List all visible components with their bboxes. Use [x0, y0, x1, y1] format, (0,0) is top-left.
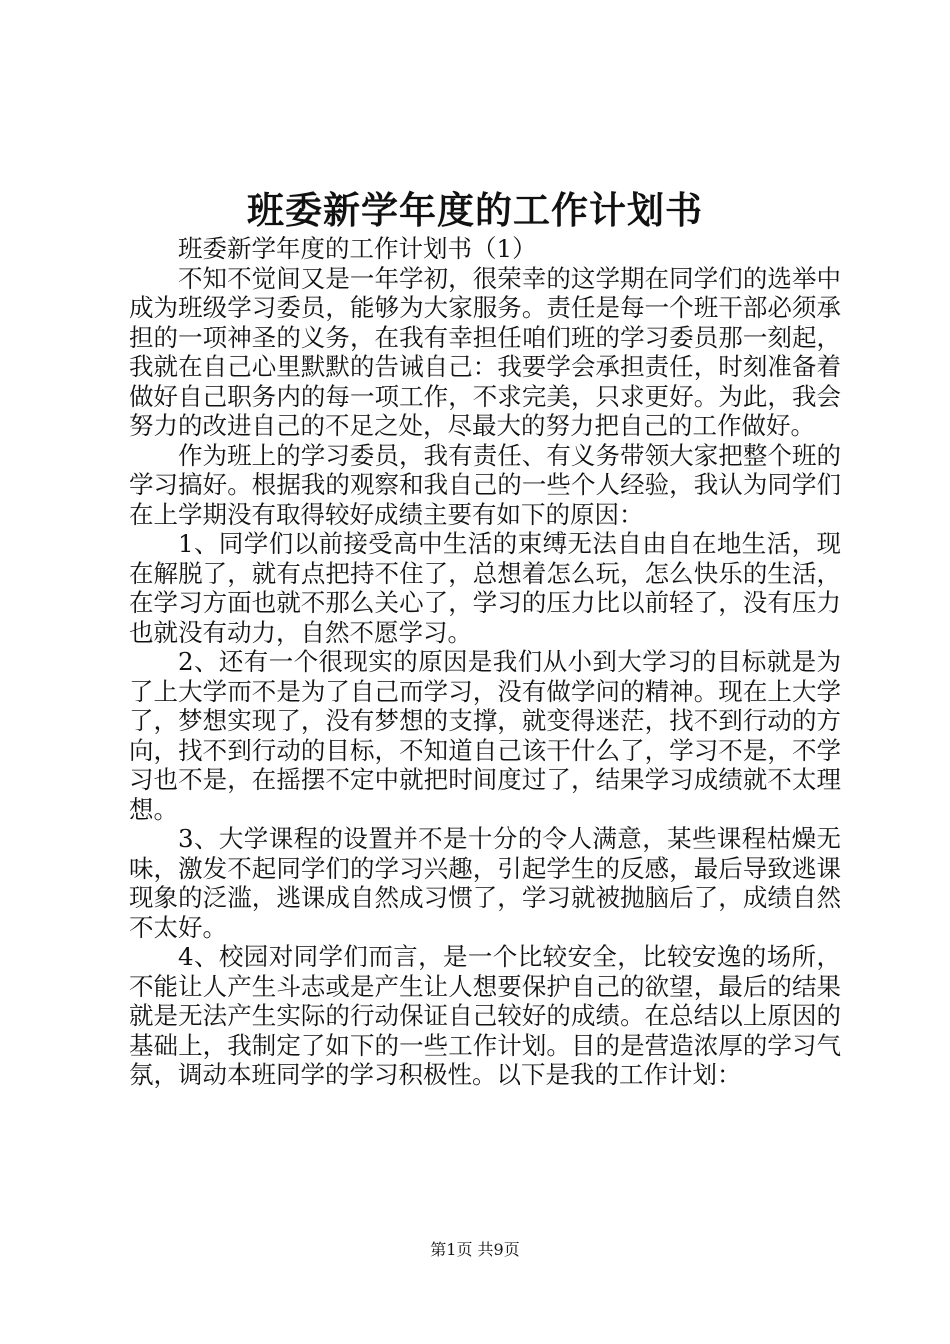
reason-1-paragraph: 1、同学们以前接受高中生活的束缚无法自由自在地生活，现在解脱了，就有点把持不住了，总想着怎么玩，怎么快乐的生活，在学习方面也就不那么关心了，学习的压力比以前轻了，没有压力也就没有动力，自然不愿学习。: [129, 529, 841, 647]
reason-2-paragraph: 2、还有一个很现实的原因是我们从小到大学习的目标就是为了上大学而不是为了自己而学习，没有做学问的精神。现在上大学了，梦想实现了，没有梦想的支撑，就变得迷茫，找不到行动的方向，找不到行动的目标，不知道自己该干什么了，学习不是，不学习也不是，在摇摆不定中就把时间度过了，结果学习成绩就不太理想。: [129, 647, 841, 824]
reason-4-paragraph: 4、校园对同学们而言，是一个比较安全，比较安逸的场所，不能让人产生斗志或是产生让人想要保护自己的欲望，最后的结果就是无法产生实际的行动保证自己较好的成绩。在总结以上原因的基础上，我制定了如下的一些工作计划。目的是营造浓厚的学习气氛，调动本班同学的学习积极性。以下是我的工作计划：: [129, 942, 841, 1089]
page-footer: 第1页 共9页: [430, 1240, 520, 1259]
intro-paragraph: 不知不觉间又是一年学初，很荣幸的这学期在同学们的选举中成为班级学习委员，能够为大家服务。责任是每一个班干部必须承担的一项神圣的义务，在我有幸担任咱们班的学习委员那一刻起，我就在自己心里默默的告诫自己：我要学会承担责任，时刻准备着做好自己职务内的每一项工作，不求完美，只求更好。为此，我会努力的改进自己的不足之处，尽最大的努力把自己的工作做好。: [129, 263, 841, 440]
reason-3-paragraph: 3、大学课程的设置并不是十分的令人满意，某些课程枯燥无味，激发不起同学们的学习兴趣，引起学生的反感，最后导致逃课现象的泛滥，逃课成自然成习惯了，学习就被抛脑后了，成绩自然不太好。: [129, 824, 841, 942]
document-body: [129, 234, 841, 1090]
document-title: 班委新学年度的工作计划书: [247, 188, 703, 232]
subtitle-paragraph: 班委新学年度的工作计划书（1）: [178, 234, 537, 263]
reasons-intro-paragraph: 作为班上的学习委员，我有责任、有义务带领大家把整个班的学习搞好。根据我的观察和我自己的一些个人经验，我认为同学们在上学期没有取得较好成绩主要有如下的原因：: [129, 440, 841, 529]
